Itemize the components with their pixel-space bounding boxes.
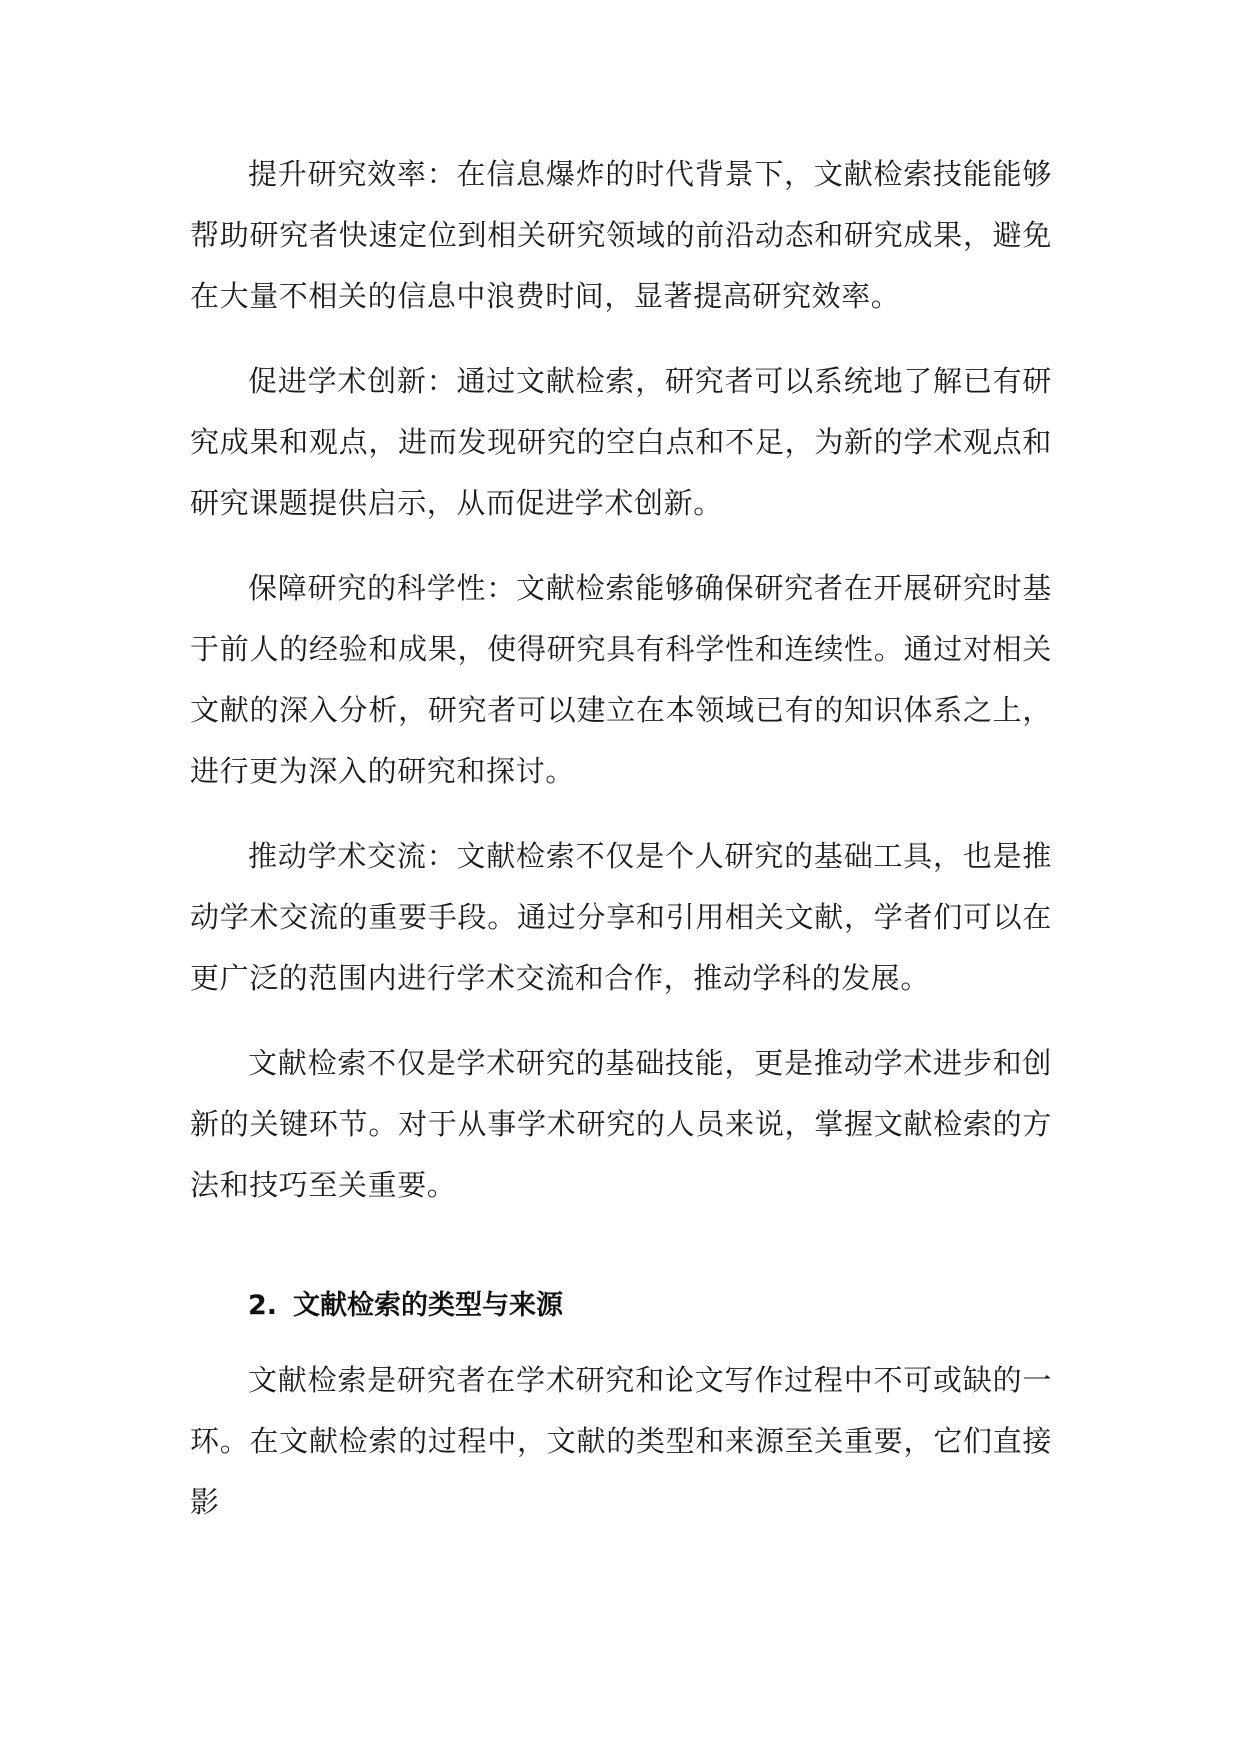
paragraph-academic-innovation: 促进学术创新：通过文献检索，研究者可以系统地了解已有研究成果和观点，进而发现研究的空白点和不足，为新的学术观点和研究课题提供启示，从而促进学术创新。	[190, 364, 1052, 520]
paragraph-scientific-research: 保障研究的科学性：文献检索能够确保研究者在开展研究时基于前人的经验和成果，使得研究具有科学性和连续性。通过对相关文献的深入分析，研究者可以建立在本领域已有的知识体系之上，进行更为深入的研究和探讨。	[190, 571, 1052, 788]
section-heading	[190, 1286, 1052, 1326]
paragraph-summary: 文献检索不仅是学术研究的基础技能，更是推动学术进步和创新的关键环节。对于从事学术研究的人员来说，掌握文献检索的方法和技巧至关重要。	[190, 1046, 1052, 1202]
section-title: 文献检索的类型与来源	[293, 1290, 564, 1321]
paragraph-academic-exchange: 推动学术交流：文献检索不仅是个人研究的基础工具，也是推动学术交流的重要手段。通过分享和引用相关文献，学者们可以在更广泛的范围内进行学术交流和合作，推动学科的发展。	[190, 839, 1052, 995]
document-body	[190, 144, 1052, 1533]
paragraph-research-efficiency: 提升研究效率：在信息爆炸的时代背景下，文献检索技能能够帮助研究者快速定位到相关研究领域的前沿动态和研究成果，避免在大量不相关的信息中浪费时间，显著提高研究效率。	[190, 157, 1052, 313]
paragraph-types-and-sources: 文献检索是研究者在学术研究和论文写作过程中不可或缺的一环。在文献检索的过程中，文献的类型和来源至关重要，它们直接影	[190, 1363, 1052, 1519]
section-number: 2.	[248, 1290, 278, 1321]
